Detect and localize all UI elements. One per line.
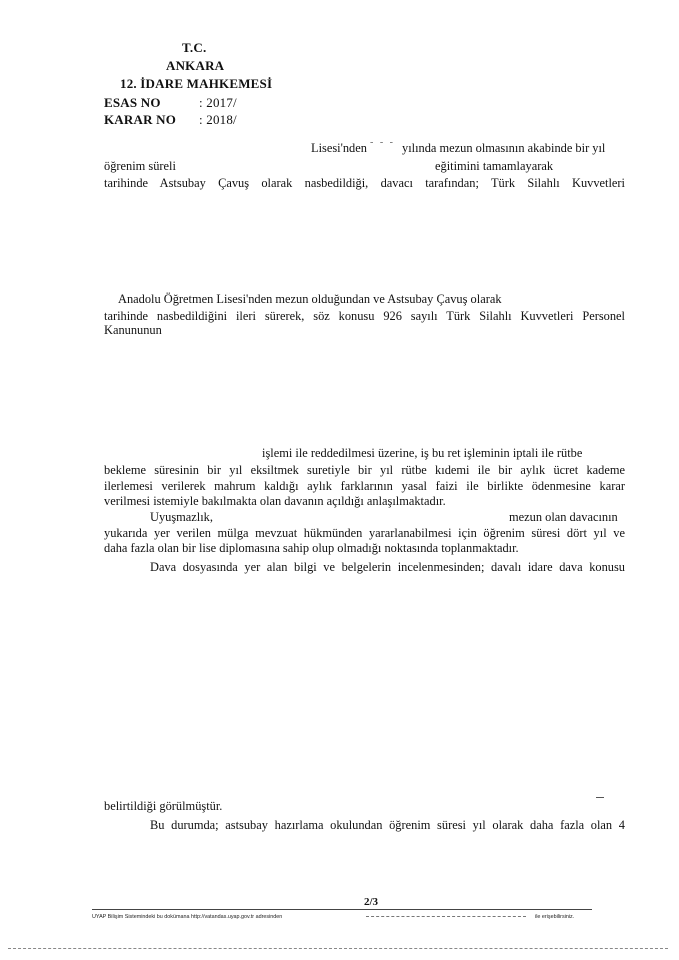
p2-line2: tarihinde nasbedildiğini ileri sürerek, söz konusu 926 sayılı Türk Silahlı Kuvvetleri Personel bbox=[104, 309, 625, 323]
p2-line3: Kanununun bbox=[104, 323, 162, 337]
redaction-mark: - - - bbox=[370, 137, 395, 148]
court-name: 12. İDARE MAHKEMESİ bbox=[120, 76, 273, 91]
p3-line2: bekleme süresinin bir yıl eksiltmek suretiyle bir yıl rütbe kıdemi ile bir aylık ücret kademe bbox=[104, 463, 625, 477]
p1-line2-b: eğitimini tamamlayarak bbox=[435, 159, 554, 173]
p4-line2: yukarıda yer verilen mülga mevzuat hükmünden yararlanabilmesi için öğrenim süresi dört yıl ve bbox=[104, 526, 625, 540]
stray-mark bbox=[596, 797, 604, 798]
scan-edge-line bbox=[8, 948, 668, 949]
p1-line3: tarihinde Astsubay Çavuş olarak nasbedildiği, davacı tarafından; Türk Silahlı Kuvvetleri bbox=[104, 176, 625, 190]
p4-line3: daha fazla olan bir lise diplomasına sahip olup olmadığı noktasında toplanmaktadır. bbox=[104, 541, 519, 555]
p1-line2-a: öğrenim süreli bbox=[104, 159, 176, 173]
karar-value: : 2018/ bbox=[199, 112, 237, 127]
esas-label: ESAS NO bbox=[104, 95, 161, 110]
p1-line1-b: yılında mezun olmasının akabinde bir yıl bbox=[402, 141, 606, 155]
karar-label: KARAR NO bbox=[104, 112, 177, 127]
page-number: 2/3 bbox=[364, 896, 379, 908]
p3-line1: işlemi ile reddedilmesi üzerine, iş bu ret işleminin iptali ile rütbe bbox=[262, 446, 583, 460]
footer-rule bbox=[92, 909, 592, 910]
p4-line1-b: mezun olan davacının bbox=[509, 510, 618, 524]
p5-line1: Dava dosyasında yer alan bilgi ve belgelerin incelenmesinden; davalı idare dava konusu bbox=[150, 560, 625, 574]
p7-line1: Bu durumda; astsubay hazırlama okulundan öğrenim süresi yıl olarak daha fazla olan 4 bbox=[150, 818, 625, 832]
p1-line1-a: Lisesi'nden bbox=[311, 141, 367, 155]
footer-redaction bbox=[366, 916, 526, 917]
court-city: ANKARA bbox=[166, 58, 225, 73]
p4-line1-a: Uyuşmazlık, bbox=[150, 510, 213, 524]
footer-left: UYAP Bilişim Sistemindeki bu dokümana http://vatandas.uyap.gov.tr adresinden bbox=[92, 914, 283, 920]
esas-value: : 2017/ bbox=[199, 95, 237, 110]
p2-line1: Anadolu Öğretmen Lisesi'nden mezun olduğundan ve Astsubay Çavuş olarak bbox=[118, 292, 502, 306]
p3-line3: ilerlemesi verilerek mahrum kaldığı aylık farklarının yasal faizi ile birlikte ödenmesine karar bbox=[104, 479, 625, 493]
footer-right: ile erişebilirsiniz. bbox=[535, 914, 575, 920]
court-country: T.C. bbox=[182, 40, 207, 55]
p6-line1: belirtildiği görülmüştür. bbox=[104, 799, 223, 813]
p3-line4: verilmesi istemiyle bakılmakta olan davanın açıldığı anlaşılmaktadır. bbox=[104, 494, 446, 508]
